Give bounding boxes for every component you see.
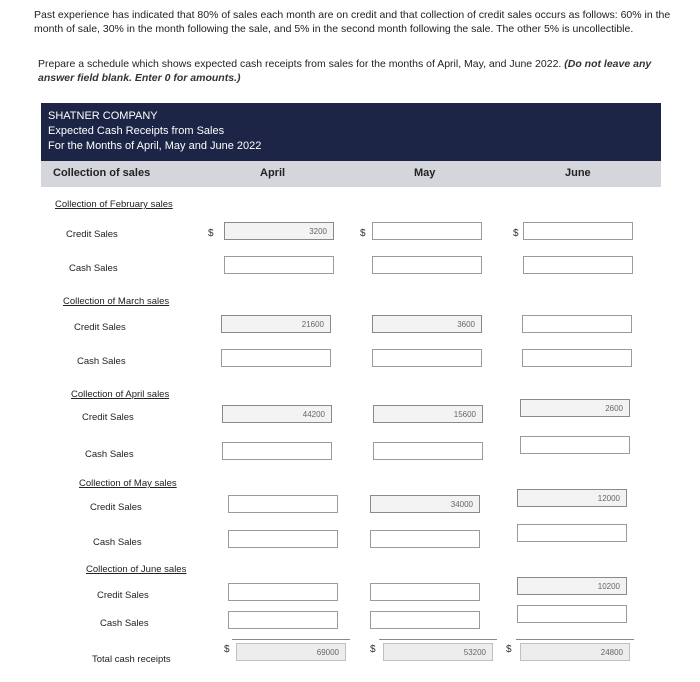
april-credit-sales-input[interactable] [228, 495, 338, 513]
june-cash-sales-input[interactable] [517, 524, 627, 542]
may-cash-sales-input[interactable] [373, 442, 483, 460]
credit-sales-label: Credit Sales [82, 412, 134, 423]
dollar-sign: $ [513, 228, 519, 239]
section-heading: Collection of June sales [86, 564, 187, 575]
credit-sales-label: Credit Sales [97, 590, 149, 601]
problem-intro: Past experience has indicated that 80% of sales each month are on credit and that collection of credit sales occurs as follows: 60% in the month of sale, 30% in the month following the sale, and 5% in the second month following the sale. The other 5% is uncollectible. [34, 9, 671, 35]
june-total-input[interactable] [520, 643, 630, 661]
total-rule [516, 639, 634, 640]
section-heading: Collection of March sales [63, 296, 170, 307]
june-credit-sales-input[interactable] [520, 399, 630, 417]
instruction-main: Prepare a schedule which shows expected cash receipts from sales for the months of April, May, and June 2022. [38, 58, 562, 70]
june-cash-sales-input[interactable] [522, 349, 632, 367]
june-credit-sales-input[interactable] [523, 222, 633, 240]
company-name: SHATNER COMPANY [48, 110, 158, 122]
may-cash-sales-input[interactable] [372, 349, 482, 367]
june-cash-sales-input[interactable] [520, 436, 630, 454]
april-credit-sales-input[interactable] [222, 405, 332, 423]
dollar-sign: $ [370, 644, 376, 655]
june-cash-sales-input[interactable] [523, 256, 633, 274]
april-total-input[interactable] [236, 643, 346, 661]
schedule-banner [41, 103, 661, 161]
june-credit-sales-input[interactable] [517, 489, 627, 507]
april-cash-sales-input[interactable] [228, 611, 338, 629]
june-cash-sales-input[interactable] [517, 605, 627, 623]
instruction-note: (Do not leave any answer field blank. Enter 0 for amounts.) [38, 58, 652, 84]
total-cash-receipts-label: Total cash receipts [92, 654, 171, 665]
dollar-sign: $ [224, 644, 230, 655]
dollar-sign: $ [506, 644, 512, 655]
problem-instruction [38, 57, 668, 85]
june-credit-sales-input[interactable] [522, 315, 632, 333]
april-cash-sales-input[interactable] [228, 530, 338, 548]
section-heading: Collection of February sales [55, 199, 173, 210]
dollar-sign: $ [360, 228, 366, 239]
section-heading: Collection of May sales [79, 478, 177, 489]
column-header-row [41, 161, 661, 187]
april-credit-sales-input[interactable] [224, 222, 334, 240]
cash-sales-label: Cash Sales [69, 263, 118, 274]
section-heading: Collection of April sales [71, 389, 170, 400]
dollar-sign: $ [208, 228, 214, 239]
cash-sales-label: Cash Sales [100, 618, 149, 629]
total-rule [379, 639, 497, 640]
may-cash-sales-input[interactable] [370, 530, 480, 548]
cash-sales-label: Cash Sales [77, 356, 126, 367]
may-credit-sales-input[interactable] [370, 583, 480, 601]
credit-sales-label: Credit Sales [90, 502, 142, 513]
may-cash-sales-input[interactable] [370, 611, 480, 629]
may-credit-sales-input[interactable] [370, 495, 480, 513]
total-rule [232, 639, 350, 640]
april-cash-sales-input[interactable] [222, 442, 332, 460]
may-cash-sales-input[interactable] [372, 256, 482, 274]
cash-sales-label: Cash Sales [93, 537, 142, 548]
col-header-label: Collection of sales [53, 167, 151, 179]
may-credit-sales-input[interactable] [372, 315, 482, 333]
schedule-title: Expected Cash Receipts from Sales [48, 125, 225, 137]
credit-sales-label: Credit Sales [66, 229, 118, 240]
col-header-june: June [565, 167, 591, 179]
april-cash-sales-input[interactable] [221, 349, 331, 367]
may-total-input[interactable] [383, 643, 493, 661]
cash-sales-label: Cash Sales [85, 449, 134, 460]
june-credit-sales-input[interactable] [517, 577, 627, 595]
april-credit-sales-input[interactable] [228, 583, 338, 601]
april-cash-sales-input[interactable] [224, 256, 334, 274]
may-credit-sales-input[interactable] [372, 222, 482, 240]
schedule-period: For the Months of April, May and June 2022 [48, 140, 262, 152]
april-credit-sales-input[interactable] [221, 315, 331, 333]
col-header-may: May [414, 167, 436, 179]
credit-sales-label: Credit Sales [74, 322, 126, 333]
may-credit-sales-input[interactable] [373, 405, 483, 423]
col-header-april: April [260, 167, 286, 179]
